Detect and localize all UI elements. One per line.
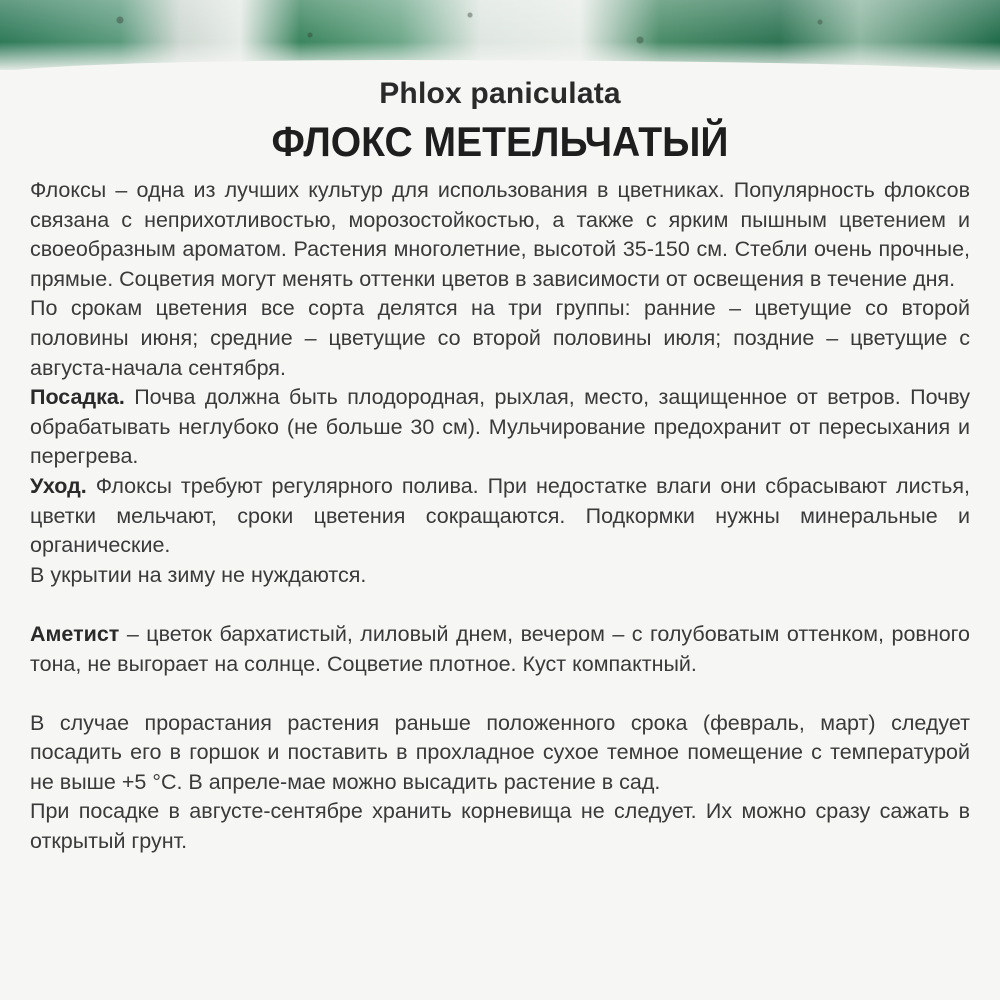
intro-paragraph: Флоксы – одна из лучших культур для использования в цветниках. Популярность флоксов связана с неприхотливостью, морозостойкостью, а также с ярким пышным цветением и своеобразным ароматом. Растения многолетние, высотой 35-150 см. Стебли очень прочные, прямые. Соцветия могут менять оттенки цветов в зависимости от освещения в течение дня. xyxy=(30,178,970,291)
latin-name: Phlox paniculata xyxy=(379,77,621,110)
care-paragraph xyxy=(30,472,970,561)
description-body xyxy=(30,176,970,857)
groups-paragraph: По срокам цветения все сорта делятся на три группы: ранние – цветущие со второй половины июня; средние – цветущие со второй половины июля; поздние – цветущие с августа-начала сентября. xyxy=(30,296,970,380)
care-text: Флоксы требуют регулярного полива. При недостатке влаги они сбрасывают листья, цветки мельчают, сроки цветения сокращаются. Подкормки нужны минеральные и органические. xyxy=(30,473,970,558)
august-planting-paragraph: При посадке в августе-сентябре хранить корневища не следует. Их можно сразу сажать в открытый грунт. xyxy=(30,799,970,854)
early-sprout-paragraph: В случае прорастания растения раньше положенного срока (февраль, март) следует посадить его в горшок и поставить в прохладное сухое темное помещение с температурой не выше +5 °С. В апреле-мае можно высадить растение в сад. xyxy=(30,710,970,794)
planting-text: Почва должна быть плодородная, рыхлая, место, защищенное от ветров. Почву обрабатывать неглубоко (не больше 30 см). Мульчирование предохранит от пересыхания и перегрева. xyxy=(30,385,970,469)
spacer xyxy=(30,590,970,620)
page-title: ФЛОКС МЕТЕЛЬЧАТЫЙ xyxy=(271,118,729,165)
header xyxy=(0,74,1000,166)
spacer xyxy=(30,679,970,709)
variety-label: Аметист xyxy=(30,621,120,646)
variety-text: – цветок бархатистый, лиловый днем, вечером – с голубоватым оттенком, ровного тона, не выгорает на солнце. Соцветие плотное. Куст компактный. xyxy=(30,621,970,676)
planting-label: Посадка. xyxy=(30,385,125,410)
winter-paragraph: В укрытии на зиму не нуждаются. xyxy=(30,562,367,587)
planting-paragraph xyxy=(30,383,970,472)
variety-paragraph xyxy=(30,620,970,679)
care-label: Уход. xyxy=(30,473,87,498)
